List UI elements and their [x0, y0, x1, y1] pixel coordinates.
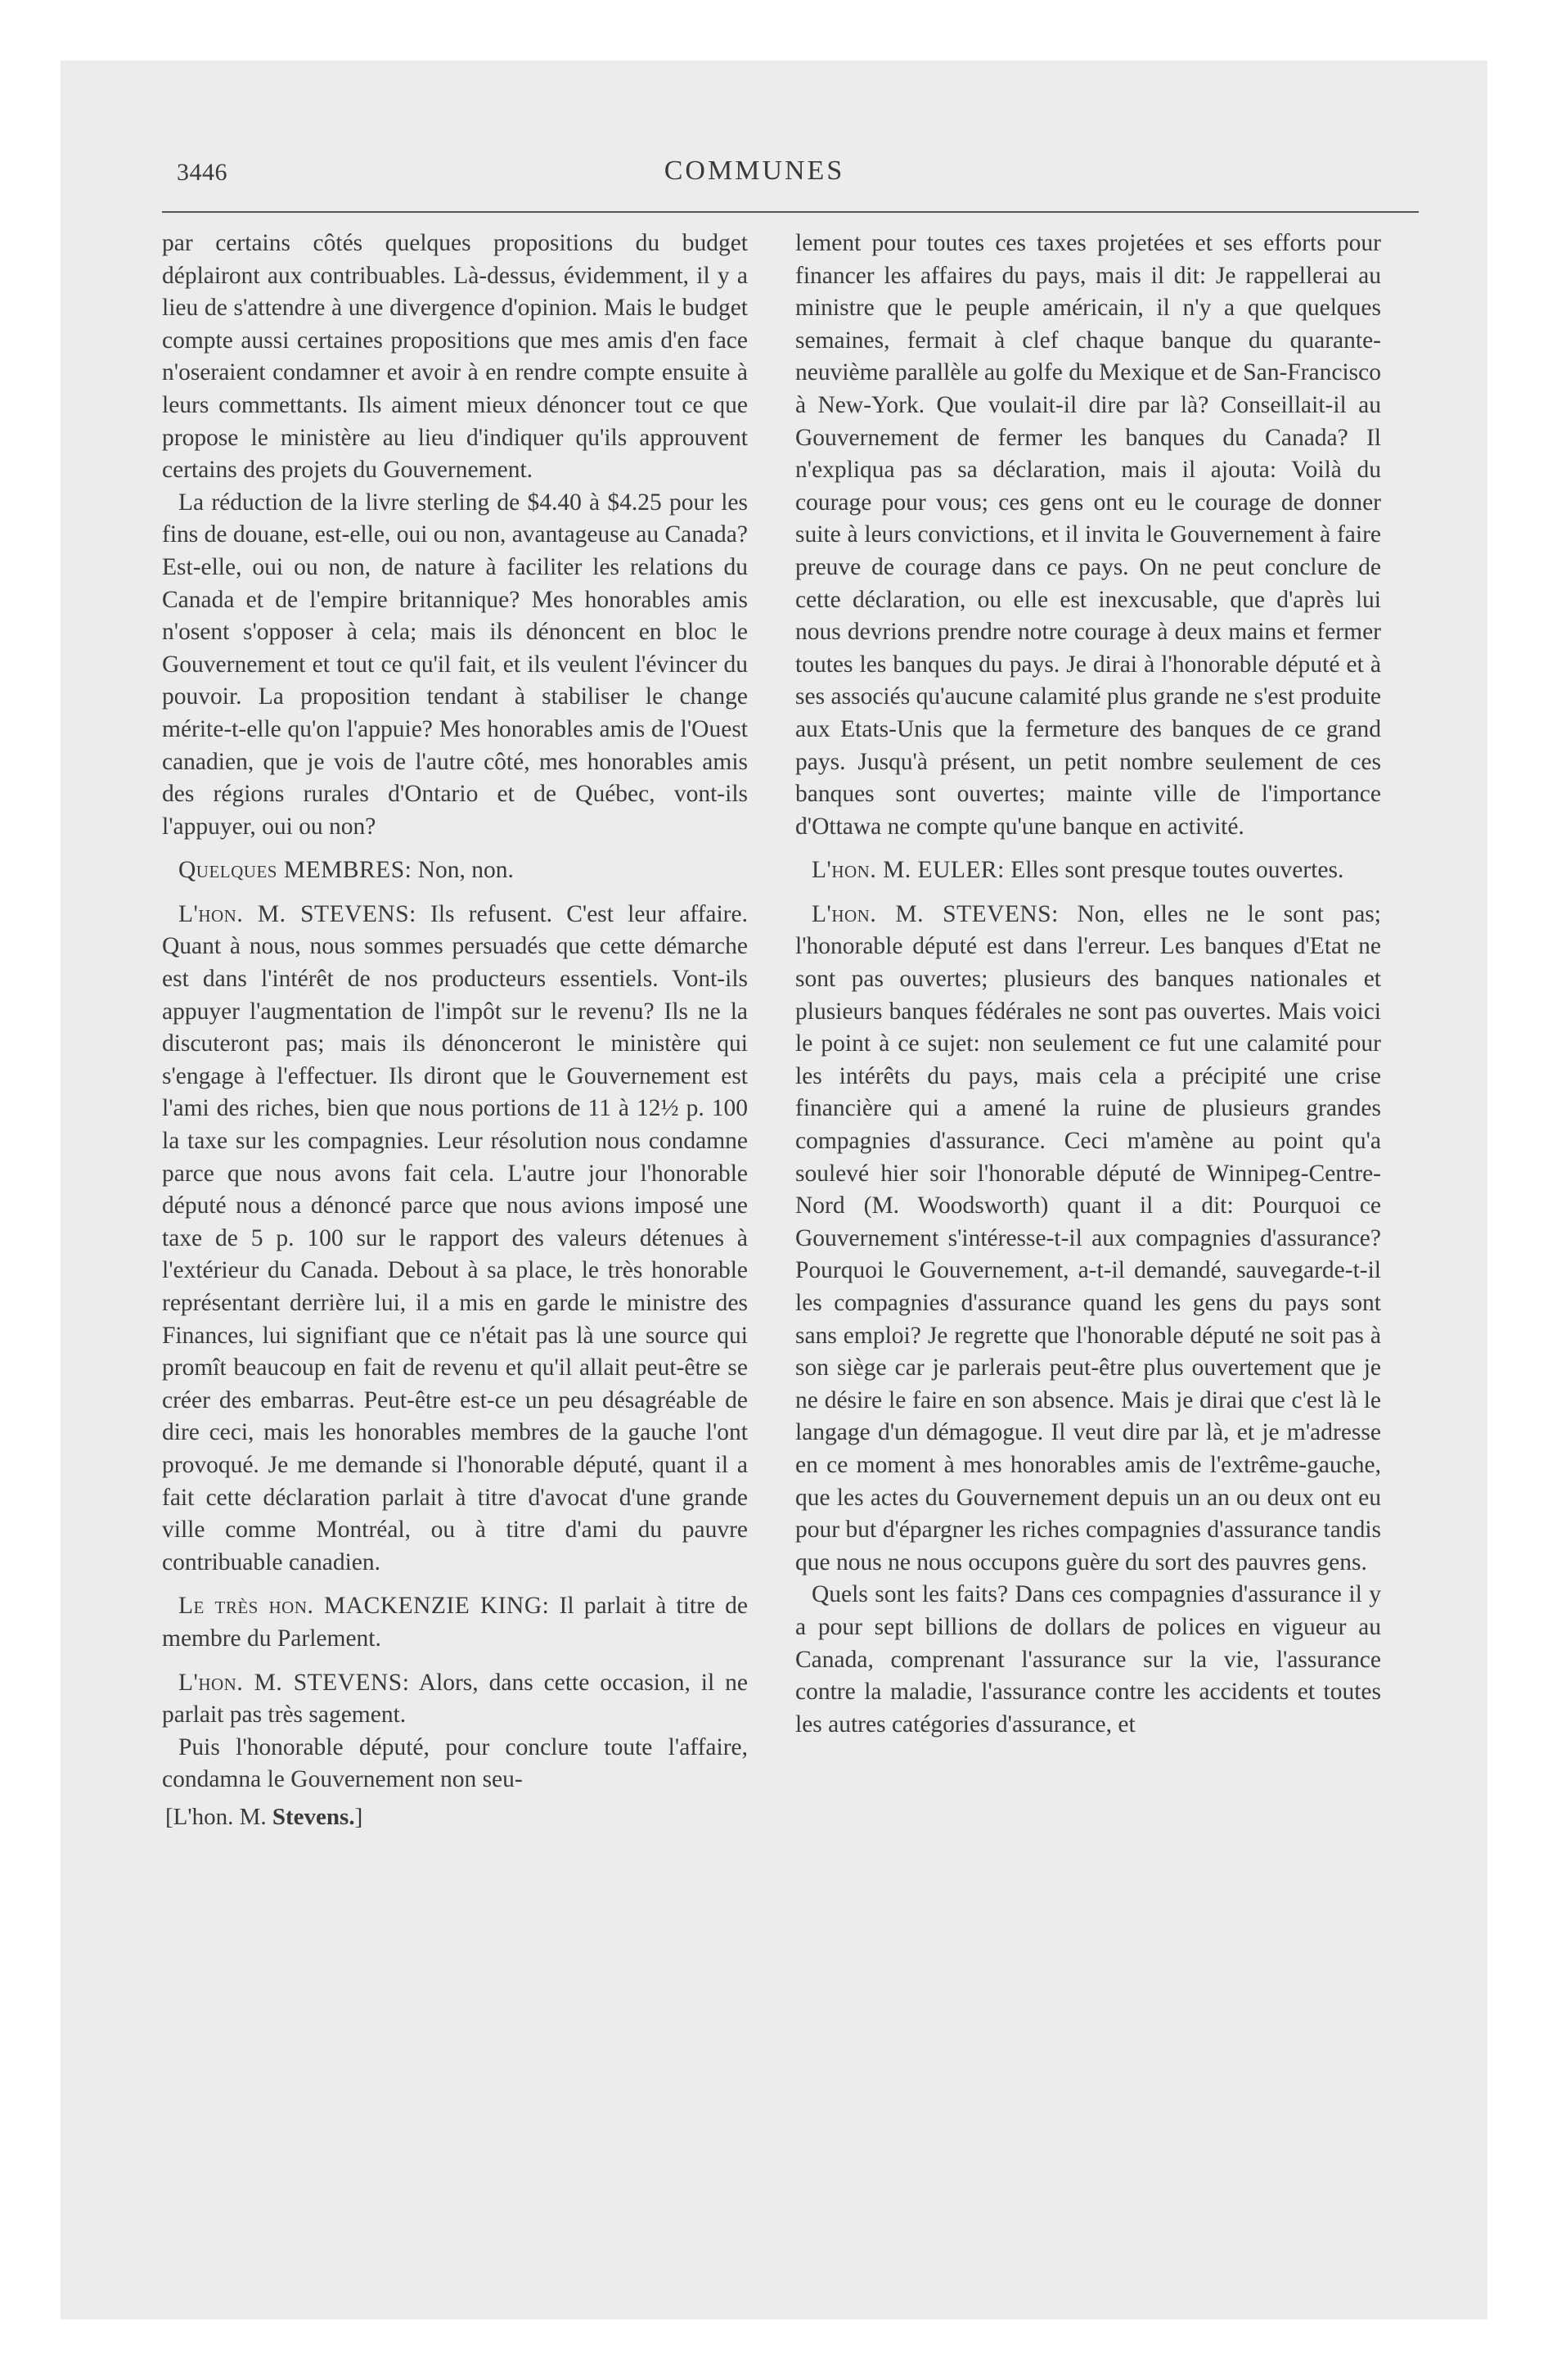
- footer-tag-name: Stevens.: [272, 1803, 355, 1830]
- speaker-name: L'hon. M. EULER:: [812, 857, 1005, 884]
- paragraph: La réduction de la livre sterling de $4.40 à $4.25 pour les fins de douane, est-elle, oui ou non, avantageuse au Canada? Est-elle, oui ou non, de nature à faciliter les relations du Canada et de l'empire britannique? Mes honorables amis n'osent s'opposer à cela; mais ils dénoncent en bloc le Gouvernement et tout ce qu'il fait, et ils veulent l'évincer du pouvoir. La proposition tendant à stabiliser le change mérite-t-elle qu'on l'appuie? Mes honorables amis de l'Ouest canadien, que je vois de l'autre côté, mes honorables amis des régions rurales d'Ontario et de Québec, vont-ils l'appuyer, oui ou non?: [162, 489, 748, 840]
- speech: [162, 1590, 748, 1655]
- running-title: COMMUNES: [664, 156, 845, 186]
- speech: [795, 899, 1381, 1579]
- speech-text: Il parlait à titre de membre du Parlement.: [162, 1593, 749, 1652]
- speech: [162, 1667, 748, 1732]
- speaker-name: Quelques MEMBRES:: [178, 857, 412, 884]
- footer-tag-prefix: [L'hon. M.: [165, 1803, 272, 1830]
- speech-text: Elles sont presque toutes ouvertes.: [1010, 857, 1344, 884]
- left-column: [162, 228, 748, 1834]
- speaker-name: L'hon. M. STEVENS:: [178, 1669, 410, 1696]
- page-header: [100, 144, 1409, 193]
- right-column: [795, 228, 1381, 1741]
- page-number: 3446: [177, 159, 227, 186]
- speech-text: Non, non.: [417, 857, 514, 884]
- paragraph: par certains côtés quelques propositions du budget déplairont aux contribuables. Là-dessus, évidemment, il y a lieu de s'attendre à une divergence d'opinion. Mais le budget compte aussi certaines propositions que mes amis d'en face n'oseraient condamner et avoir à en rendre compte ensuite à leurs commettants. Ils aiment mieux dénoncer tout ce que propose le ministère au lieu d'indiquer qu'ils approuvent certains des projets du Gouvernement.: [162, 230, 748, 484]
- speech: [162, 899, 748, 1579]
- speech: [795, 854, 1381, 887]
- header-rule: [162, 211, 1419, 213]
- speech-text: Non, elles ne le sont pas; l'honorable député est dans l'erreur. Les banques d'Etat ne sont pas ouvertes; plusieurs des banques nationales et plusieurs banques fédérales ne sont pas ouvertes. Mais voici le point à ce sujet: non seulement ce fut une calamité pour les intérêts du pays, mais cela a précipité une crise financière qui a amené la ruine de plusieurs grandes compagnies d'assurance. Ceci m'amène au point qu'a soulevé hier soir l'honorable député de Winnipeg-Centre-Nord (M. Woodsworth) quant il a dit: Pourquoi ce Gouvernement s'intéresse-t-il aux compagnies d'assurance? Pourquoi le Gouvernement, a-t-il demandé, sauvegarde-t-il les compagnies d'assurance quand les gens du pays sont sans emploi? Je regrette que l'honorable député ne soit pas à son siège car je parlerais peut-être plus ouvertement que je ne désire le faire en son absence. Mais je dirai que c'est là le langage d'un démagogue. Il veut dire par là, et je m'adresse en ce moment à mes honorables amis de l'extrême-gauche, que les actes du Gouvernement depuis un an ou deux ont eu pour but d'épargner les riches compagnies d'assurance tandis que nous ne nous occupons guère du sort des pauvres gens.: [795, 900, 1381, 1575]
- speech: [162, 854, 748, 887]
- speaker-name: Le très hon. MACKENZIE KING:: [178, 1593, 550, 1620]
- paragraph: lement pour toutes ces taxes projetées et ses efforts pour financer les affaires du pays, mais il dit: Je rappellerai au ministre que le peuple américain, il n'y a que quelques semaines, fermait à clef chaque banque du quarante-neuvième parallèle au golfe du Mexique et de San-Francisco à New-York. Que voulait-il dire par là? Conseillait-il au Gouvernement de fermer les banques du Canada? Il n'expliqua pas sa déclaration, mais il ajouta: Voilà du courage pour vous; ces gens ont eu le courage de donner suite à leurs convictions, et il invita le Gouvernement à faire preuve de courage dans ce pays. On ne peut conclure de cette déclaration, ou elle est inexcusable, que d'après lui nous devrions prendre notre courage à deux mains et fermer toutes les banques du pays. Je dirai à l'honorable député et à ses associés qu'aucune calamité plus grande ne s'est produite aux Etats-Unis que la fermeture des banques de ce grand pays. Jusqu'à présent, un petit nombre seulement de ces banques sont ouvertes; mainte ville de l'importance d'Ottawa ne compte qu'une banque en activité.: [795, 230, 1381, 840]
- paragraph: Quels sont les faits? Dans ces compagnies d'assurance il y a pour sept billions de dollars de polices en vigueur au Canada, comprenant l'assurance sur la vie, l'assurance contre la maladie, l'assurance contre les accidents et toutes les autres catégories d'assurance, et: [795, 1581, 1381, 1738]
- paragraph: Puis l'honorable député, pour conclure toute l'affaire, condamna le Gouvernement non seu-: [162, 1733, 748, 1793]
- speaker-name: L'hon. M. STEVENS:: [812, 900, 1059, 927]
- speech-text: Ils refusent. C'est leur affaire. Quant à nous, nous sommes persuadés que cette démarche est dans l'intérêt de nos producteurs essentiels. Vont-ils appuyer l'augmentation de l'impôt sur le revenu? Ils ne la discuteront pas; mais ils dénonceront le ministère qui s'engage à l'effectuer. Ils diront que le Gouvernement est l'ami des riches, bien que nous portions de 11 à 12½ p. 100 la taxe sur les compagnies. Leur résolution nous condamne parce que nous avons fait cela. L'autre jour l'honorable député nous a dénoncé parce que nous avions imposé une taxe de 5 p. 100 sur le rapport des valeurs détenues à l'extérieur du Canada. Debout à sa place, le très honorable représentant derrière lui, il a mis en garde le ministre des Finances, lui signifiant que ce n'était pas là une source qui promît beaucoup en fait de revenu et qu'il allait peut-être se créer des embarras. Peut-être est-ce un peu désagréable de dire ceci, mais les honorables membres de la gauche l'ont provoqué. Je me demande si l'honorable député, quant il a fait cette déclaration parlait à titre d'avocat d'une grande ville comme Montréal, ou à titre d'ami du pauvre contribuable canadien.: [162, 900, 748, 1575]
- speaker-name: L'hon. M. STEVENS:: [178, 900, 416, 927]
- footer-tag-suffix: ]: [354, 1803, 363, 1830]
- speaker-footer-tag: [165, 1801, 748, 1834]
- speech-text: Alors, dans cette occasion, il ne parlait pas très sagement.: [162, 1669, 748, 1729]
